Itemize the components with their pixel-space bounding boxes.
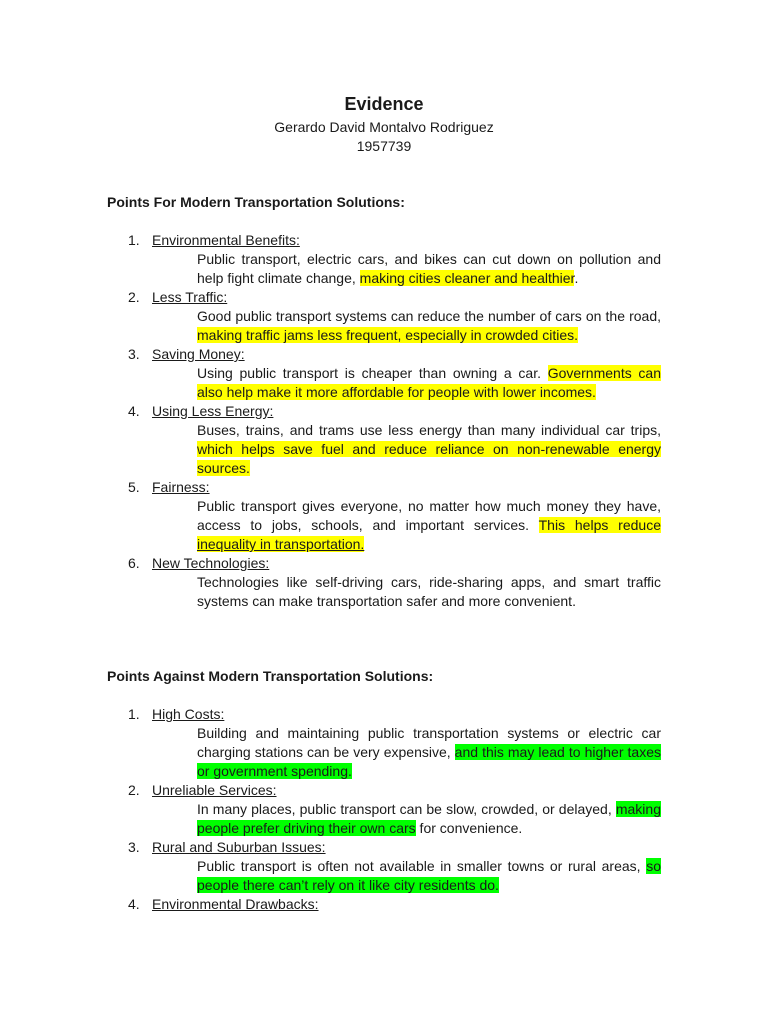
highlighted-text: Governments can also help make it more affordable for people with lower incomes. [197,365,662,400]
item-text-after: . [574,270,579,286]
highlighted-underlined-text: inequality in transportation. [197,536,365,552]
for-section-heading: Points For Modern Transportation Solutions: [107,194,405,210]
highlighted-text: so people there can’t rely on it like city residents do. [197,858,661,893]
item-label: Saving Money: [152,346,245,362]
item-number: 2. [128,782,140,798]
highlighted-text: making traffic jams less frequent, especially in crowded cities. [197,327,579,343]
item-body [197,724,661,781]
item-text: Good public transport systems can reduce the number of cars on the road, [197,308,661,324]
item-body [197,250,661,288]
item-label: Less Traffic: [152,289,228,305]
highlighted-text: This helps reduce [538,517,661,533]
item-text: Technologies like self-driving cars, ride-sharing apps, and smart traffic systems can make transportation safer and more convenient. [197,574,661,609]
document-title: Evidence [344,94,424,114]
item-number: 3. [128,839,140,855]
item-body [197,573,661,611]
item-label: New Technologies: [152,555,270,571]
highlighted-text: making cities cleaner and healthier [359,270,575,286]
highlighted-text: and this may lead to higher taxes or government spending. [197,744,661,779]
highlighted-text: which helps save fuel and reduce reliance on non-renewable energy sources. [197,441,661,476]
item-number: 1. [128,232,140,248]
item-number: 4. [128,403,140,419]
item-label: Unreliable Services: [152,782,277,798]
item-body [197,307,661,345]
item-text: Public transport, electric cars, and bikes can cut down on pollution and help fight climate change, [197,251,661,286]
item-body [197,497,661,554]
item-text: Using public transport is cheaper than owning a car. [197,365,548,381]
item-text: Buses, trains, and trams use less energy than many individual car trips, [197,422,661,438]
item-label: High Costs: [152,706,225,722]
item-label: Rural and Suburban Issues: [152,839,326,855]
item-body [197,364,661,402]
item-body [197,800,661,838]
item-number: 3. [128,346,140,362]
author-name: Gerardo David Montalvo Rodriguez [274,119,494,135]
item-number: 6. [128,555,140,571]
item-text: In many places, public transport can be slow, crowded, or delayed, [197,801,616,817]
item-number: 1. [128,706,140,722]
student-id: 1957739 [356,138,412,154]
item-text-after: for convenience. [415,820,523,836]
highlighted-text: making people prefer driving their own cars [197,801,661,836]
item-label: Using Less Energy: [152,403,274,419]
against-section-heading: Points Against Modern Transportation Solutions: [107,668,434,684]
item-body [197,857,661,895]
item-number: 4. [128,896,140,912]
item-label: Environmental Benefits: [152,232,300,248]
item-text: Public transport gives everyone, no matter how much money they have, access to jobs, schools, and important services. [197,498,661,533]
item-text: Building and maintaining public transportation systems or electric car charging stations can be very expensive, [197,725,661,760]
item-number: 2. [128,289,140,305]
item-body [197,421,661,478]
item-label: Environmental Drawbacks: [152,896,319,912]
item-number: 5. [128,479,140,495]
item-text: Public transport is often not available in smaller towns or rural areas, [197,858,647,874]
item-label: Fairness: [152,479,210,495]
